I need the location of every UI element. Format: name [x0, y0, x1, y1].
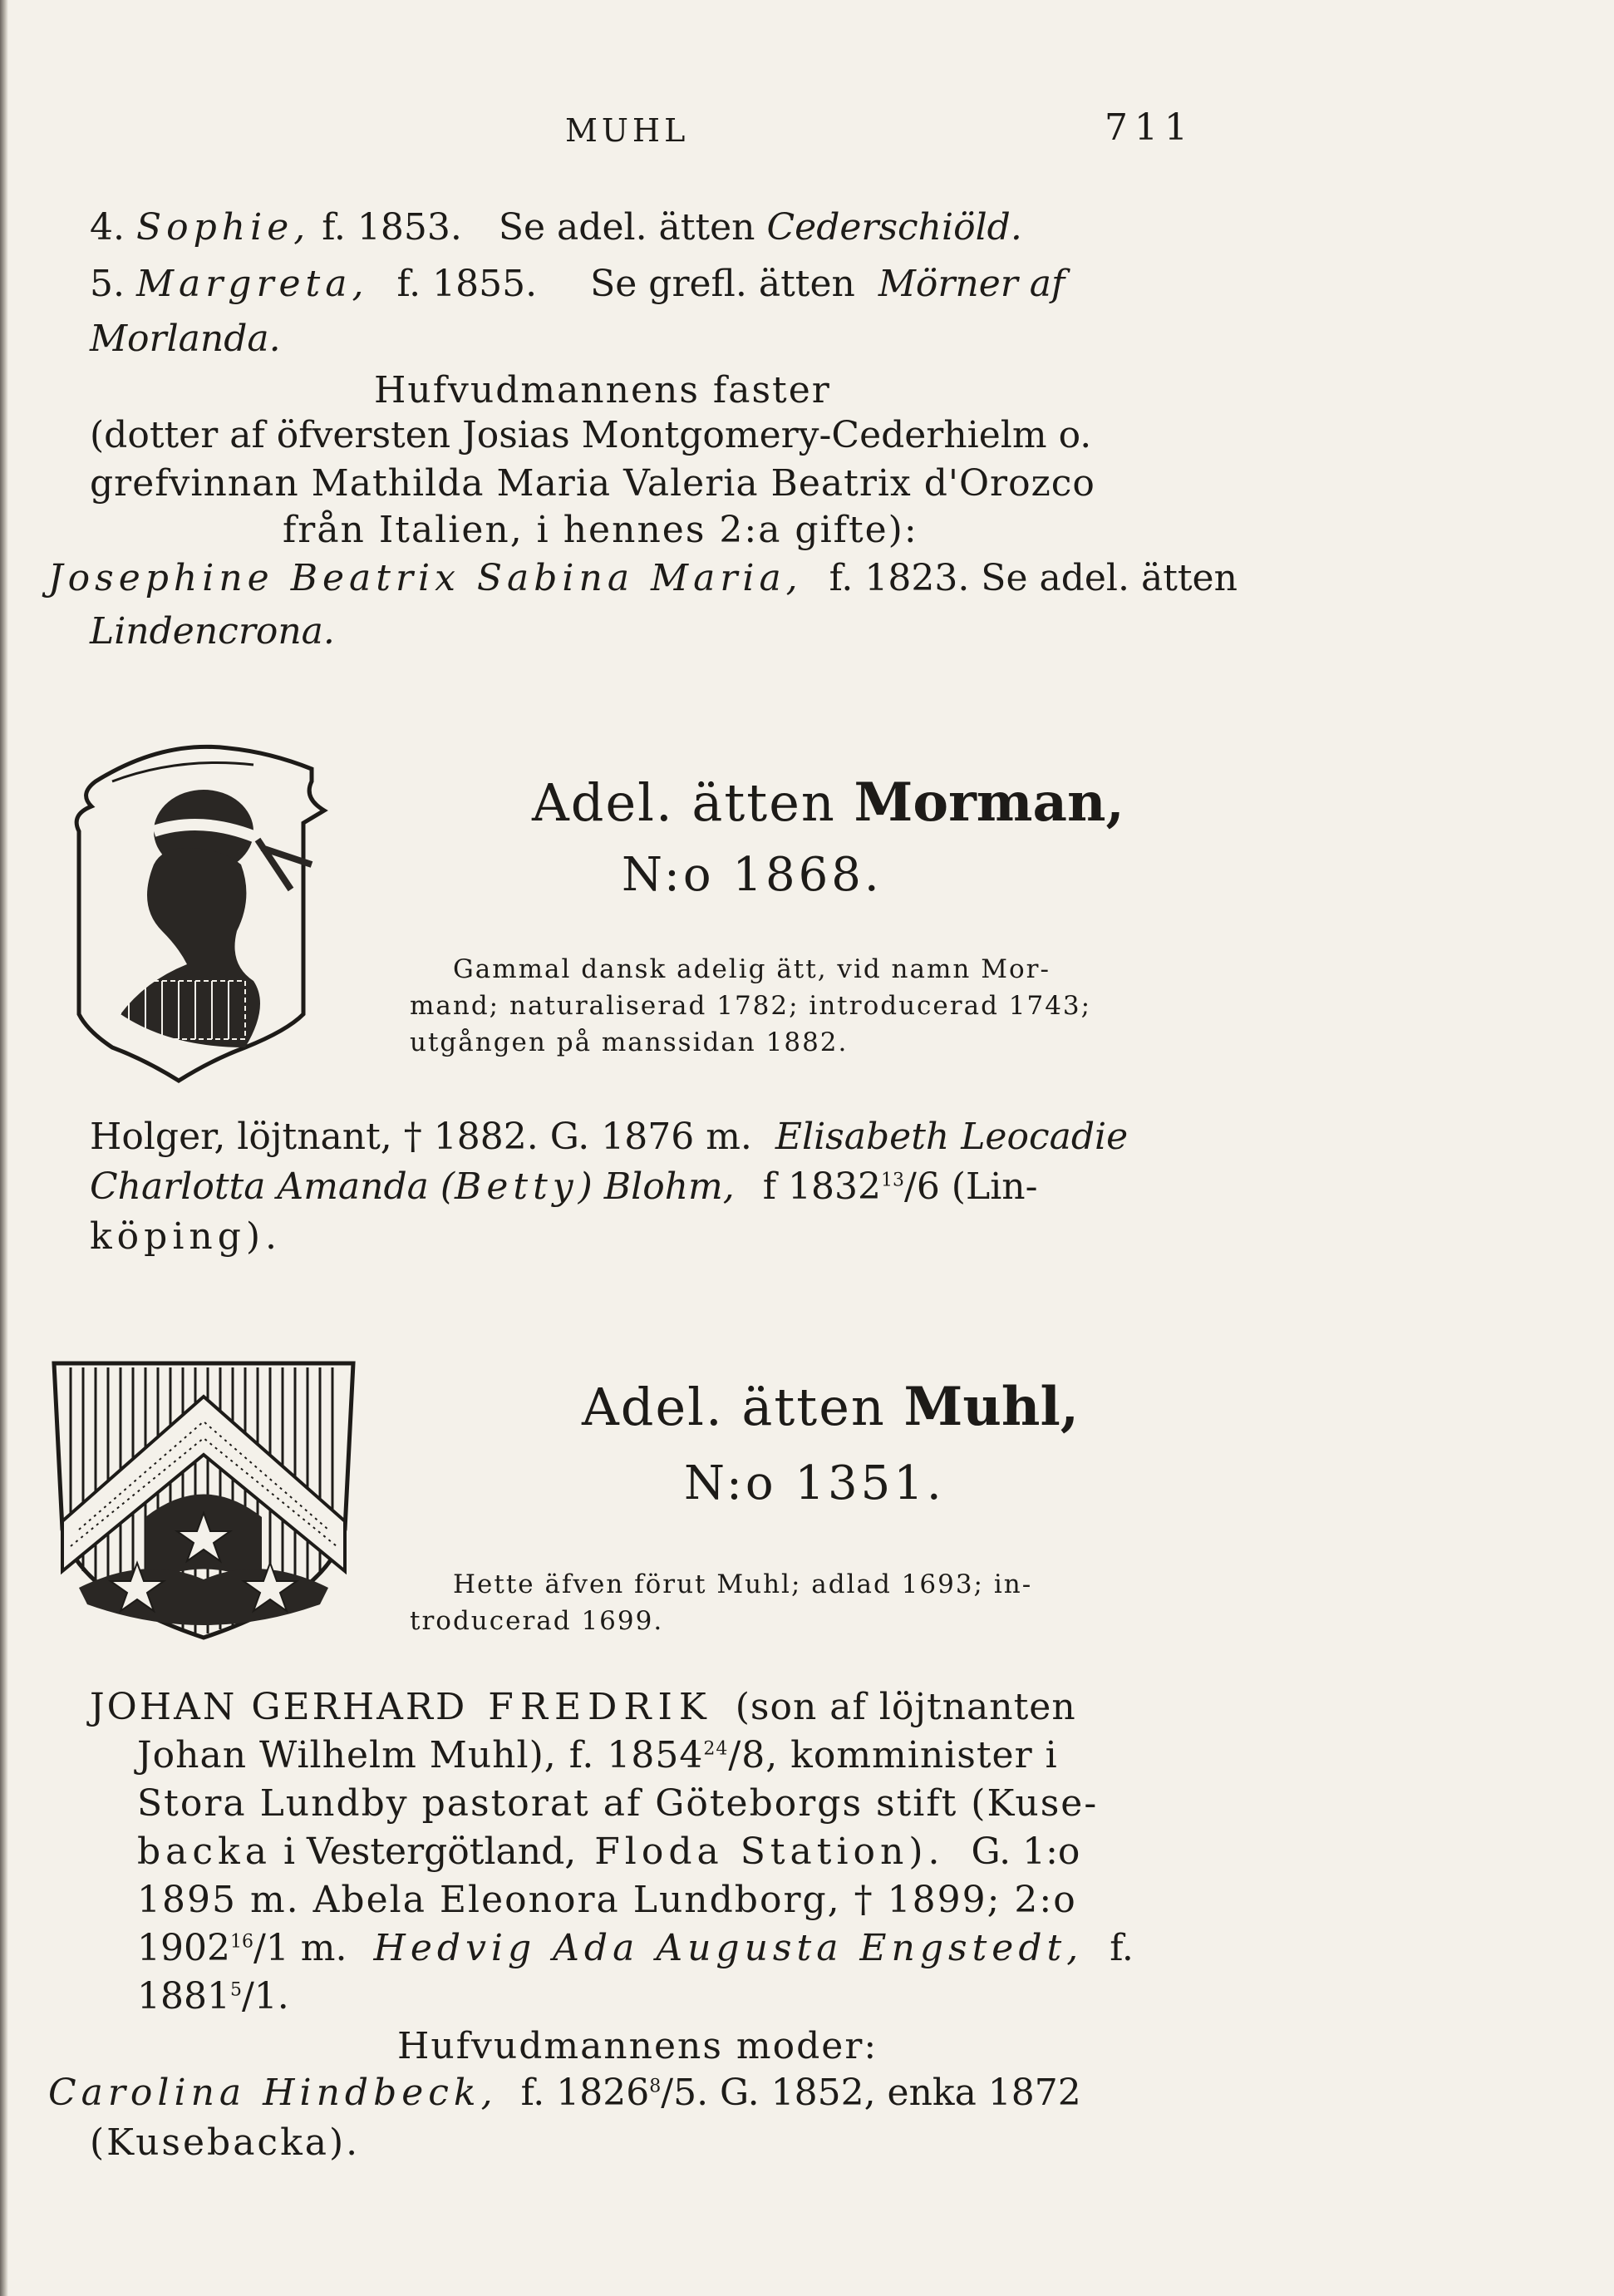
- morman-desc-3: utgången på manssidan 1882.: [410, 1027, 849, 1057]
- main-spouse: Hedvig Ada Augusta Engstedt,: [373, 1927, 1084, 1969]
- running-title: MUHL: [565, 112, 690, 149]
- entry-day: 13: [881, 1170, 904, 1191]
- entry-ref: Mörner af: [878, 263, 1065, 305]
- muhl-main-line-4: [137, 1830, 1080, 1873]
- morman-desc-2: mand; naturaliserad 1782; introducerad 1743;: [410, 991, 1092, 1021]
- main-text: /1 m.: [253, 1927, 347, 1969]
- entry-ref: Cederschiöld.: [766, 206, 1022, 249]
- muhl-main-line-1: [90, 1686, 1076, 1728]
- page-edge-shadow: [0, 0, 8, 2296]
- morman-desc-1: Gammal dansk adelig ätt, vid namn Mor-: [453, 954, 1051, 984]
- main-text: /8, komminister i: [728, 1734, 1058, 1776]
- faster-name-line: [48, 557, 1238, 599]
- entry-name: Sophie,: [135, 206, 311, 249]
- muhl-main-line-6: [137, 1927, 1134, 1969]
- entry-born: f.: [396, 263, 421, 305]
- faster-ref: Lindencrona.: [90, 610, 335, 653]
- entry-ref-continued: Morlanda.: [90, 318, 281, 360]
- entry-spouse: Elisabeth Leocadie: [775, 1116, 1129, 1158]
- main-text: i Vestergötland,: [283, 1830, 577, 1873]
- entry-year: 1855.: [432, 263, 538, 305]
- main-text: /1.: [241, 1975, 289, 2018]
- morman-number: N:o 1868.: [622, 848, 883, 902]
- main-station: Floda Station).: [594, 1830, 945, 1873]
- moder-name: Carolina Hindbeck,: [48, 2072, 498, 2114]
- moder-line-2: (Kusebacka).: [90, 2121, 361, 2164]
- main-day: 5: [229, 1979, 242, 2001]
- muhl-desc-2: troducerad 1699.: [410, 1606, 664, 1636]
- muhl-main-line-5: 1895 m. Abela Eleonora Lundborg, † 1899; 2:o: [137, 1879, 1077, 1921]
- entry-margreta: [90, 263, 1065, 305]
- morman-entry-line-3: köping).: [90, 1215, 283, 1258]
- morman-entry-line-2: [90, 1165, 1038, 1208]
- faster-name: Josephine Beatrix Sabina Maria,: [48, 557, 803, 599]
- muhl-desc-1: Hette äfven förut Muhl; adlad 1693; in-: [453, 1569, 1033, 1599]
- page-number: 711: [1105, 106, 1194, 149]
- entry-text: Holger, löjtnant, † 1882. G. 1876 m.: [90, 1116, 752, 1158]
- entry-number: 4.: [90, 206, 125, 249]
- main-day: 24: [703, 1738, 729, 1760]
- main-text: Johan Wilhelm Muhl), f. 1854: [137, 1734, 704, 1776]
- entry-year: 1853.: [357, 206, 462, 249]
- entry-nickname: Betty: [455, 1165, 578, 1208]
- main-year: 1902: [137, 1927, 230, 1969]
- entry-born: f 1832: [762, 1165, 881, 1208]
- faster-heading: Hufvudmannens faster: [374, 369, 831, 411]
- entry-surname: ) Blohm,: [578, 1165, 735, 1208]
- entry-spouse-cont: Charlotta Amanda (: [90, 1165, 455, 1208]
- main-year: 1881: [137, 1975, 230, 2018]
- main-name: JOHAN GERHARD: [90, 1686, 468, 1728]
- title-name: Muhl,: [903, 1376, 1080, 1438]
- muhl-main-line-7: [137, 1975, 289, 2018]
- main-text: G. 1:o: [971, 1830, 1080, 1873]
- faster-rest: f. 1823. Se adel. ätten: [829, 557, 1238, 599]
- entry-name: Margreta,: [135, 263, 369, 305]
- entry-text: Se adel. ätten: [498, 206, 755, 249]
- entry-number: 5.: [90, 263, 125, 305]
- main-place: backa: [137, 1830, 272, 1873]
- moder-text: /5. G. 1852, enka 1872: [661, 2072, 1081, 2114]
- title-prefix: Adel. ätten: [532, 772, 836, 833]
- morman-entry-line-1: [90, 1116, 1129, 1158]
- title-name: Morman,: [854, 771, 1124, 834]
- helmet-bust-crest-icon: [62, 732, 362, 1097]
- morman-title: [532, 771, 1124, 834]
- main-born: f.: [1110, 1927, 1134, 1969]
- muhl-title: [582, 1376, 1079, 1438]
- entry-born: f.: [322, 206, 346, 249]
- muhl-main-line-3: Stora Lundby pastorat af Göteborgs stift (Kuse-: [137, 1782, 1099, 1825]
- chevron-stars-crest-icon: [46, 1347, 362, 1646]
- moder-born: f. 1826: [520, 2072, 650, 2114]
- faster-line-1: (dotter af öfversten Josias Montgomery-Cederhielm o.: [90, 414, 1092, 456]
- main-name-spaced: FREDRIK: [488, 1686, 713, 1728]
- muhl-number: N:o 1351.: [684, 1456, 945, 1510]
- faster-line-2: grefvinnan Mathilda Maria Valeria Beatrix d'Orozco: [90, 462, 1095, 505]
- entry-place: /6 (Lin-: [904, 1165, 1038, 1208]
- entry-text: Se grefl. ätten: [590, 263, 855, 305]
- entry-sophie: [90, 206, 1022, 249]
- moder-heading: Hufvudmannens moder:: [397, 2025, 878, 2067]
- main-day: 16: [229, 1931, 253, 1953]
- main-parent: (son af löjtnanten: [735, 1686, 1076, 1728]
- faster-line-3: från Italien, i hennes 2:a gifte):: [283, 509, 918, 551]
- moder-line-1: [48, 2072, 1081, 2114]
- muhl-main-line-2: [137, 1734, 1058, 1776]
- moder-day: 8: [649, 2076, 662, 2097]
- title-prefix: Adel. ätten: [582, 1377, 886, 1437]
